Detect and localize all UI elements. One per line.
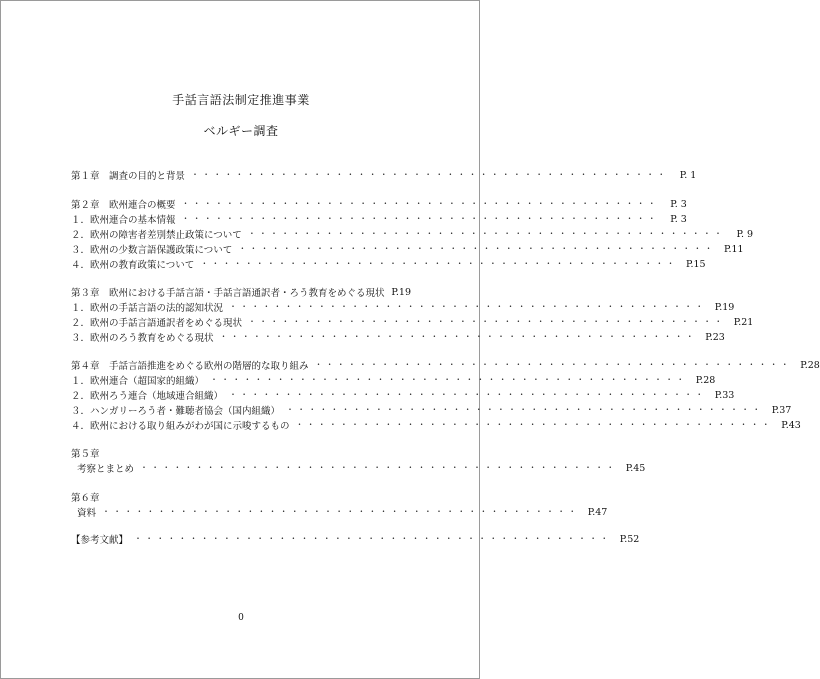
toc-entry-text: ２．欧州ろう連合（地域連合組織） bbox=[71, 391, 224, 402]
toc-entry-text: 第１章 調査の目的と背景 bbox=[71, 171, 186, 182]
toc-entry-text: 第２章 欧州連合の概要 bbox=[71, 200, 176, 211]
toc-entry-text: 第３章 欧州における手話言語・手話言語通訳者・ろう教育をめぐる現状 bbox=[71, 288, 385, 299]
toc-page-number: P.21 bbox=[733, 316, 754, 328]
toc-leader: ・・・・・・・・・・・・・・・・・・・・・・・・・・・・・・・・・・・・・・・・・・・ bbox=[140, 463, 618, 472]
toc-page-number: P.19 bbox=[714, 301, 735, 313]
toc-entry-text: 資料 bbox=[77, 508, 97, 519]
toc-entry-text: ２．欧州の手話言語通訳者をめぐる現状 bbox=[71, 318, 243, 329]
document-subtitle: ベルギー調査 bbox=[203, 124, 279, 138]
toc-leader: ・・・・・・・・・・・・・・・・・・・・・・・・・・・・・・・・・・・・・・・・・・・ bbox=[102, 507, 580, 516]
toc-leader: ・・・・・・・・・・・・・・・・・・・・・・・・・・・・・・・・・・・・・・・・・・・ bbox=[134, 534, 612, 543]
toc-page-number: P.19 bbox=[391, 286, 411, 298]
toc-entry-2-4[interactable] bbox=[71, 257, 706, 271]
toc-entry-4-4[interactable] bbox=[71, 418, 801, 432]
toc-leader: ・・・・・・・・・・・・・・・・・・・・・・・・・・・・・・・・・・・・・・・・・・・ bbox=[229, 390, 707, 399]
toc-entry-text: ３．ハンガリーろう者・難聴者協会（国内組織） bbox=[71, 406, 281, 417]
toc-page-number: P.43 bbox=[781, 419, 801, 431]
toc-page-number: P.45 bbox=[625, 462, 646, 474]
toc-entry-4-3[interactable] bbox=[71, 403, 792, 417]
toc-entry-chapter-1[interactable] bbox=[71, 168, 697, 182]
toc-entry-chapter-2[interactable] bbox=[71, 197, 687, 211]
toc-page-number: P.15 bbox=[686, 258, 706, 270]
toc-leader: ・・・・・・・・・・・・・・・・・・・・・・・・・・・・・・・・・・・・・・・・・・・ bbox=[210, 375, 688, 384]
toc-page-number: P.47 bbox=[587, 506, 608, 518]
toc-page-number: P.33 bbox=[714, 389, 735, 401]
toc-page-number: P. 9 bbox=[736, 228, 754, 240]
toc-entry-chapter-5[interactable] bbox=[71, 446, 411, 460]
toc-entry-3-1[interactable] bbox=[71, 300, 735, 314]
toc-entry-2-1[interactable] bbox=[71, 212, 687, 226]
toc-leader: ・・・・・・・・・・・・・・・・・・・・・・・・・・・・・・・・・・・・・・・・・・・ bbox=[181, 199, 659, 208]
toc-entry-chapter-6[interactable] bbox=[71, 490, 411, 504]
toc-page-number: P. 1 bbox=[679, 169, 697, 181]
toc-leader: ・・・・・・・・・・・・・・・・・・・・・・・・・・・・・・・・・・・・・・・・・・・ bbox=[229, 302, 707, 311]
toc-entry-references[interactable] bbox=[71, 532, 640, 546]
toc-leader: ・・・・・・・・・・・・・・・・・・・・・・・・・・・・・・・・・・・・・・・・・・・ bbox=[191, 170, 669, 179]
toc-page-number: P.11 bbox=[724, 243, 744, 255]
toc-entry-2-2[interactable] bbox=[71, 227, 754, 241]
toc-page-number: P.28 bbox=[695, 374, 716, 386]
toc-entry-text: ４．欧州の教育政策について bbox=[71, 260, 195, 271]
toc-entry-3-3[interactable] bbox=[71, 330, 725, 344]
toc-entry-text: 第６章 bbox=[71, 493, 100, 504]
toc-entry-text: 【参考文献】 bbox=[71, 535, 129, 546]
toc-entry-chapter-3[interactable] bbox=[71, 285, 411, 299]
toc-leader: ・・・・・・・・・・・・・・・・・・・・・・・・・・・・・・・・・・・・・・・・・・・ bbox=[181, 214, 659, 223]
toc-entry-4-1[interactable] bbox=[71, 373, 716, 387]
toc-entry-text: 考察とまとめ bbox=[77, 464, 135, 475]
toc-entry-3-2[interactable] bbox=[71, 315, 754, 329]
toc-entry-6-materials[interactable] bbox=[71, 505, 608, 519]
toc-leader: ・・・・・・・・・・・・・・・・・・・・・・・・・・・・・・・・・・・・・・・・・・・ bbox=[295, 420, 773, 429]
toc-page-number: P.23 bbox=[705, 331, 725, 343]
toc-entry-chapter-4[interactable] bbox=[71, 358, 820, 372]
page-footer-number: 0 bbox=[238, 613, 244, 623]
toc-leader: ・・・・・・・・・・・・・・・・・・・・・・・・・・・・・・・・・・・・・・・・・・・ bbox=[248, 317, 726, 326]
toc-leader: ・・・・・・・・・・・・・・・・・・・・・・・・・・・・・・・・・・・・・・・・・・・ bbox=[247, 229, 726, 238]
toc-leader: ・・・・・・・・・・・・・・・・・・・・・・・・・・・・・・・・・・・・・・・・・・・ bbox=[219, 332, 697, 341]
toc-entry-text: １．欧州の手話言語の法的認知状況 bbox=[71, 303, 224, 314]
toc-entry-text: 第５章 bbox=[71, 449, 100, 460]
toc-entry-text: ２．欧州の障害者差別禁止政策について bbox=[71, 230, 242, 241]
toc-entry-text: ３．欧州の少数言語保護政策について bbox=[71, 245, 233, 256]
toc-leader: ・・・・・・・・・・・・・・・・・・・・・・・・・・・・・・・・・・・・・・・・・・・ bbox=[238, 244, 716, 253]
toc-page-number: P. 3 bbox=[670, 198, 687, 210]
toc-entry-4-2[interactable] bbox=[71, 388, 735, 402]
toc-entry-2-3[interactable] bbox=[71, 242, 744, 256]
toc-page-number: P.37 bbox=[771, 404, 792, 416]
toc-entry-text: １．欧州連合の基本情報 bbox=[71, 215, 176, 226]
toc-entry-text: ３．欧州のろう教育をめぐる現状 bbox=[71, 333, 214, 344]
document-title: 手話言語法制定推進事業 bbox=[172, 93, 310, 107]
toc-leader: ・・・・・・・・・・・・・・・・・・・・・・・・・・・・・・・・・・・・・・・・・・・ bbox=[286, 405, 764, 414]
toc-page-number: P.52 bbox=[619, 533, 640, 545]
toc-entry-text: １．欧州連合（超国家的組織） bbox=[71, 376, 205, 387]
toc-page-number: P. 3 bbox=[670, 213, 687, 225]
toc-entry-5-summary[interactable] bbox=[71, 461, 646, 475]
toc-leader: ・・・・・・・・・・・・・・・・・・・・・・・・・・・・・・・・・・・・・・・・・・・ bbox=[314, 360, 792, 369]
toc-entry-text: 第４章 手話言語推進をめぐる欧州の階層的な取り組み bbox=[71, 361, 309, 372]
toc-entry-text: ４．欧州における取り組みがわが国に示唆するもの bbox=[71, 421, 290, 432]
toc-page-number: P.28 bbox=[800, 359, 820, 371]
toc-leader: ・・・・・・・・・・・・・・・・・・・・・・・・・・・・・・・・・・・・・・・・・・・ bbox=[200, 259, 678, 268]
